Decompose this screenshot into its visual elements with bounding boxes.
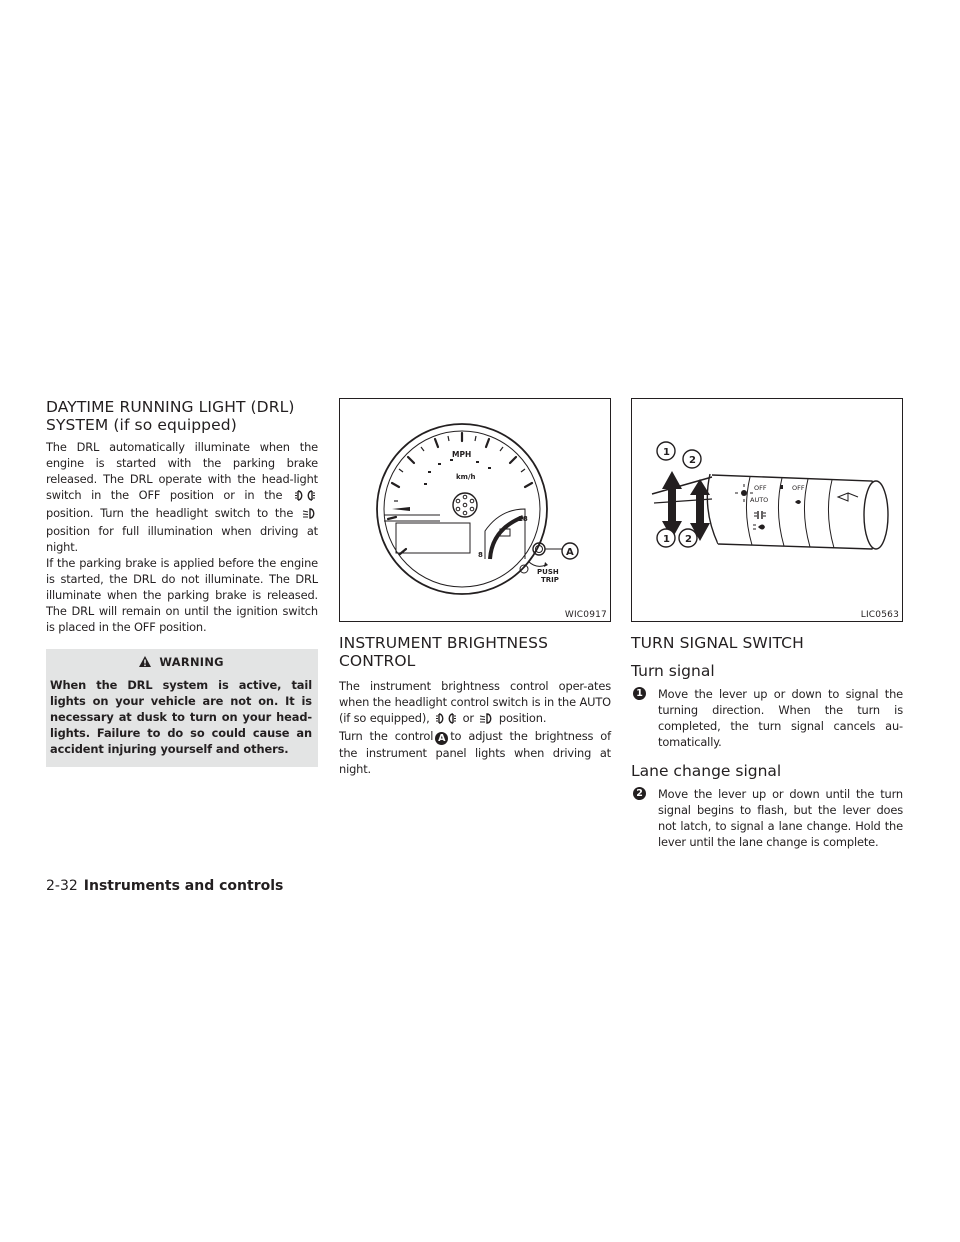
svg-text:2: 2 [685,534,692,545]
turn-signal-lever-illustration [632,399,902,621]
drl-heading: DAYTIME RUNNING LIGHT (DRL) SYSTEM (if so equipped) [46,398,295,434]
turn-signal-item-2: 2 Move the lever up or down until the turn signal begins to flash, but the lever does not latch, to signal a lane change. Hold the lever until the lane change is complete. [631,786,903,850]
instrument-brightness-section [339,398,611,777]
item-2-marker: 2 [633,787,646,800]
svg-text:TRIP: TRIP [541,576,559,584]
warning-text: When the DRL system is active, tail lights on your vehicle are not on. It is necessary at dusk to turn on your head-lights. Failure to do so could cause an accident injuring yourself and others. [50,678,312,756]
svg-text:MPH: MPH [452,450,472,459]
brightness-paragraph-2: Turn the control A to adjust the brightness of the instrument panel lights when driving at night. [339,729,611,776]
warning-header: WARNING [50,655,312,669]
brightness-paragraph-1: The instrument brightness control oper-ates when the headlight control switch is in the AUTO (if so equipped), or position. [339,678,611,728]
speedometer-illustration [340,399,610,621]
svg-text:km/h: km/h [456,473,476,481]
svg-text:1: 1 [663,534,670,545]
drl-paragraph-1: The DRL automatically illuminate when the engine is started with the parking brake released. The DRL operate with the head-light switch in the OFF position or in the position. Turn the headlight switch to the position for full illumination when driving at night. [46,440,318,554]
callout-a-marker: A [435,732,448,745]
svg-text:PUSH: PUSH [537,568,559,576]
low-beam-headlight-icon [435,712,457,728]
drl-section [46,398,318,767]
low-beam-headlight-icon [294,489,316,505]
svg-text:OFF: OFF [792,484,805,492]
page-footer [46,878,283,894]
lane-change-subheading: Lane change signal [631,762,782,780]
warning-triangle-icon [138,655,159,669]
section-title: Instruments and controls [83,878,284,894]
drl-paragraph-2: If the parking brake is applied before the engine is started, the DRL do not illuminate. The DRL illuminate when the parking brake is released. The DRL will remain on until the ignition switch is placed in the OFF position. [46,556,318,634]
gauge-figure [339,398,611,622]
svg-text:A: A [566,547,574,558]
turn-signal-heading: TURN SIGNAL SWITCH [631,634,804,652]
svg-text:OFF: OFF [754,484,767,492]
headlight-icon [302,507,316,523]
turn-signal-subheading: Turn signal [631,662,715,680]
page-number: 2-32 [46,878,78,894]
instrument-brightness-heading: INSTRUMENT BRIGHTNESS CONTROL [339,634,549,670]
turn-signal-item-1: 1 Move the lever up or down to signal the turning direction. When the turn is completed, the turn signal cancels au-tomatically. [631,686,903,750]
turn-signal-figure [631,398,903,622]
item-1-marker: 1 [633,687,646,700]
figure-code: WIC0917 [564,610,607,620]
svg-text:8: 8 [478,551,483,559]
headlight-icon [479,712,493,728]
warning-box [46,649,318,767]
svg-text:AUTO: AUTO [750,496,769,504]
turn-signal-section [631,398,903,850]
svg-text:2: 2 [689,455,696,466]
svg-text:1: 1 [663,447,670,458]
figure-code: LIC0563 [860,610,899,620]
svg-text:18: 18 [518,515,528,523]
